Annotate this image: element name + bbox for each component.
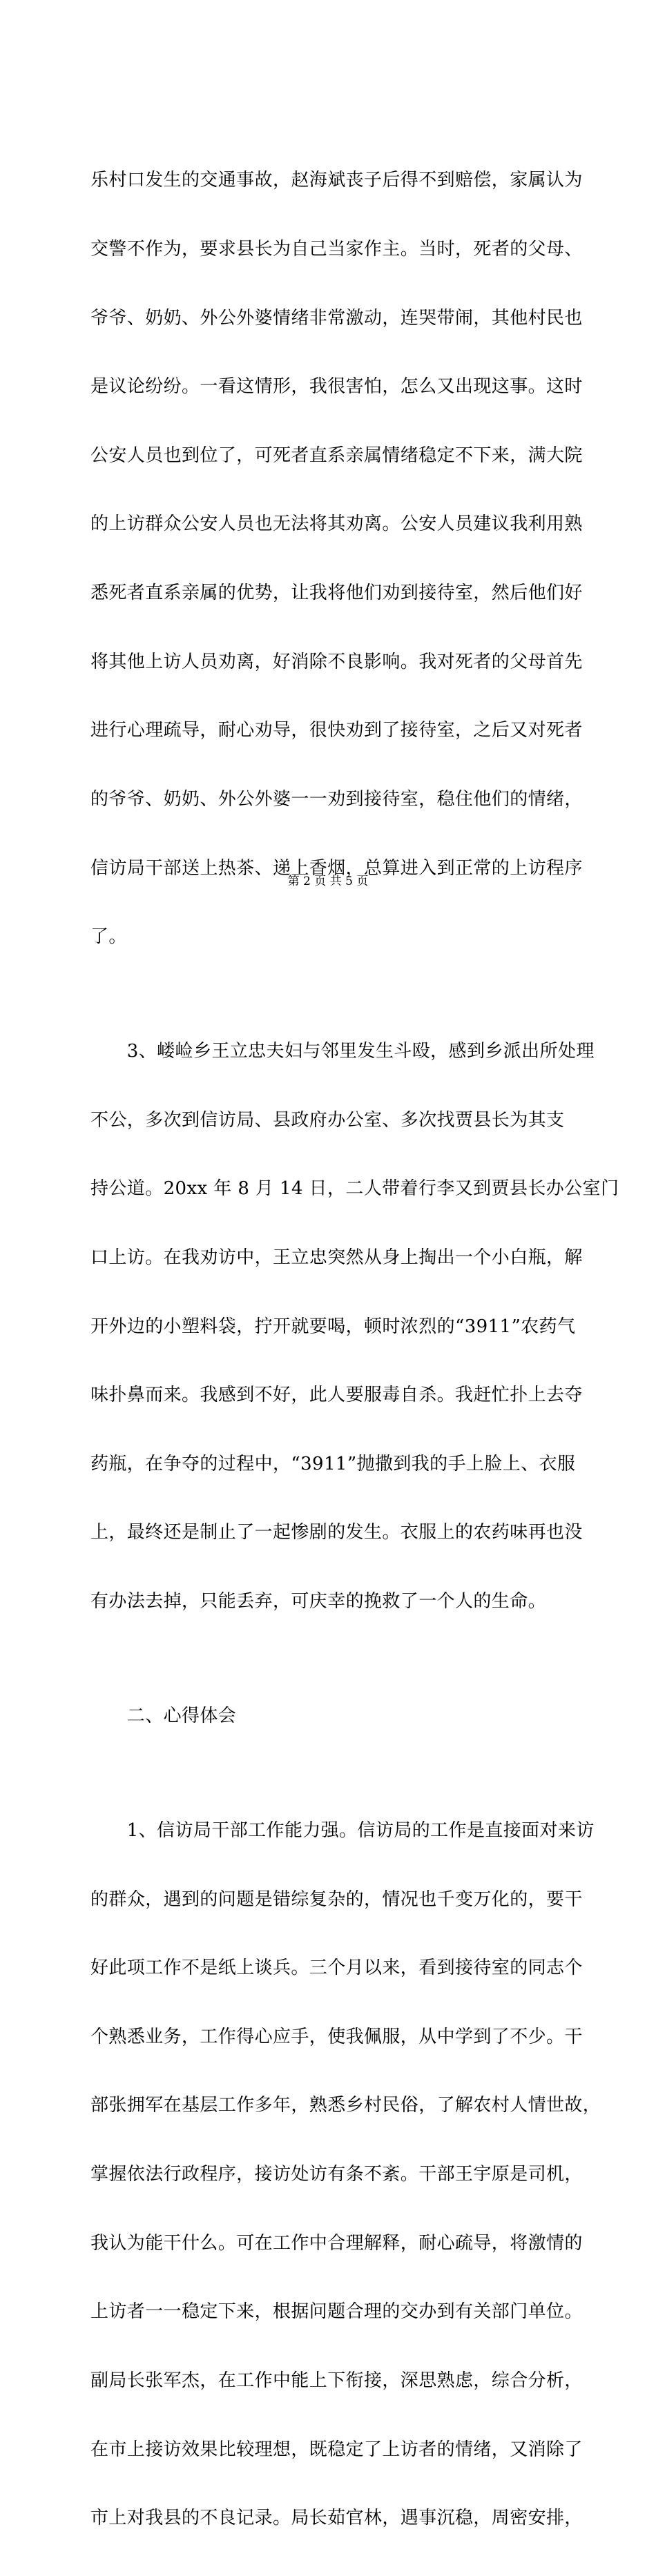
text-line: 在市上接访效果比较理想，既稳定了上访者的情绪，又消除了 — [90, 2439, 583, 2460]
text-line: 了。 — [90, 926, 127, 948]
text-line: 掌握依法行政程序，接访处访有条不紊。干部王宇原是司机， — [90, 2164, 583, 2185]
page-footer: 第 2 页 共 5 页 — [287, 875, 369, 888]
paragraph-2 — [90, 995, 619, 1659]
text-line: 好此项工作不是纸上谈兵。三个月以来，看到接待室的同志个 — [90, 1958, 583, 1979]
text-line: 的群众，遇到的问题是错综复杂的，情况也千变万化的，要干 — [90, 1889, 583, 1910]
text-line: 口上访。在我劝访中，王立忠突然从身上掏出一个小白瓶，解 — [90, 1247, 583, 1268]
text-line: 将其他上访人员劝离，好消除不良影响。我对死者的父母首先 — [90, 651, 583, 672]
text-line: 不公，多次到信访局、县政府办公室、多次找贾县长为其支 — [90, 1109, 565, 1131]
text-line: 市上对我县的不良记录。局长茹官林，遇事沉稳，周密安排， — [90, 2508, 583, 2529]
heading-line: 二、心得体会 — [90, 1706, 237, 1727]
text-line: 部张拥军在基层工作多年，熟悉乡村民俗，了解农村人情世故， — [90, 2095, 601, 2116]
text-line: 爷爷、奶奶、外公外婆情绪非常激动，连哭带闹，其他村民也 — [90, 307, 583, 329]
text-line: 持公道。20xx 年 8 月 14 日，二人带着行李又到贾县长办公室门 — [90, 1178, 619, 1200]
text-line: 副局长张军杰，在工作中能上下衔接，深思熟虑，综合分析， — [90, 2370, 583, 2391]
document-body — [90, 124, 619, 2576]
text-line: 是议论纷纷。一看这情形，我很害怕，怎么又出现这事。这时 — [90, 376, 583, 398]
text-line: 药瓶，在争夺的过程中，“3911”抛撒到我的手上脸上、衣服 — [90, 1453, 576, 1474]
text-line: 3、嵝崄乡王立忠夫妇与邻里发生斗殴，感到乡派出所处理 — [90, 1041, 595, 1062]
text-line: 乐村口发生的交通事故，赵海斌丧子后得不到赔偿，家属认为 — [90, 170, 583, 191]
text-line: 上，最终还是制止了一起惨剧的发生。衣服上的农药味再也没 — [90, 1522, 583, 1543]
text-line: 的上访群众公安人员也无法将其劝离。公安人员建议我利用熟 — [90, 514, 583, 535]
paragraph-4 — [90, 1774, 601, 2576]
text-line: 进行心理疏导，耐心劝导，很快劝到了接待室，之后又对死者 — [90, 720, 583, 741]
text-line: 上访者一一稳定下来，根据问题合理的交办到有关部门单位。 — [90, 2301, 583, 2323]
text-line: 开外边的小塑料袋，拧开就要喝，顿时浓烈的“3911”农药气 — [90, 1316, 576, 1337]
text-line: 味扑鼻而来。我感到不好，此人要服毒自杀。我赶忙扑上去夺 — [90, 1385, 583, 1406]
paragraph-1 — [90, 124, 583, 995]
text-line: 有办法去掉，只能丢弃，可庆幸的挽救了一个人的生命。 — [90, 1591, 547, 1612]
text-line: 信访局干部送上热茶、递上香烟，总算进入到正常的上访程序 — [90, 857, 583, 879]
text-line: 个熟悉业务，工作得心应手，使我佩服，从中学到了不少。干 — [90, 2026, 583, 2047]
text-line: 1、信访局干部工作能力强。信访局的工作是直接面对来访 — [90, 1820, 595, 1842]
text-line: 悉死者直系亲属的优势，让我将他们劝到接待室，然后他们好 — [90, 583, 583, 604]
text-line: 我认为能干什么。可在工作中合理解释，耐心疏导，将激情的 — [90, 2232, 583, 2254]
text-line: 交警不作为，要求县长为自己当家作主。当时，死者的父母、 — [90, 239, 583, 260]
section-heading — [90, 1659, 577, 1774]
text-line: 的爷爷、奶奶、外公外婆一一劝到接待室，稳住他们的情绪， — [90, 788, 583, 810]
text-line: 公安人员也到位了，可死者直系亲属情绪稳定不下来，满大院 — [90, 445, 583, 466]
